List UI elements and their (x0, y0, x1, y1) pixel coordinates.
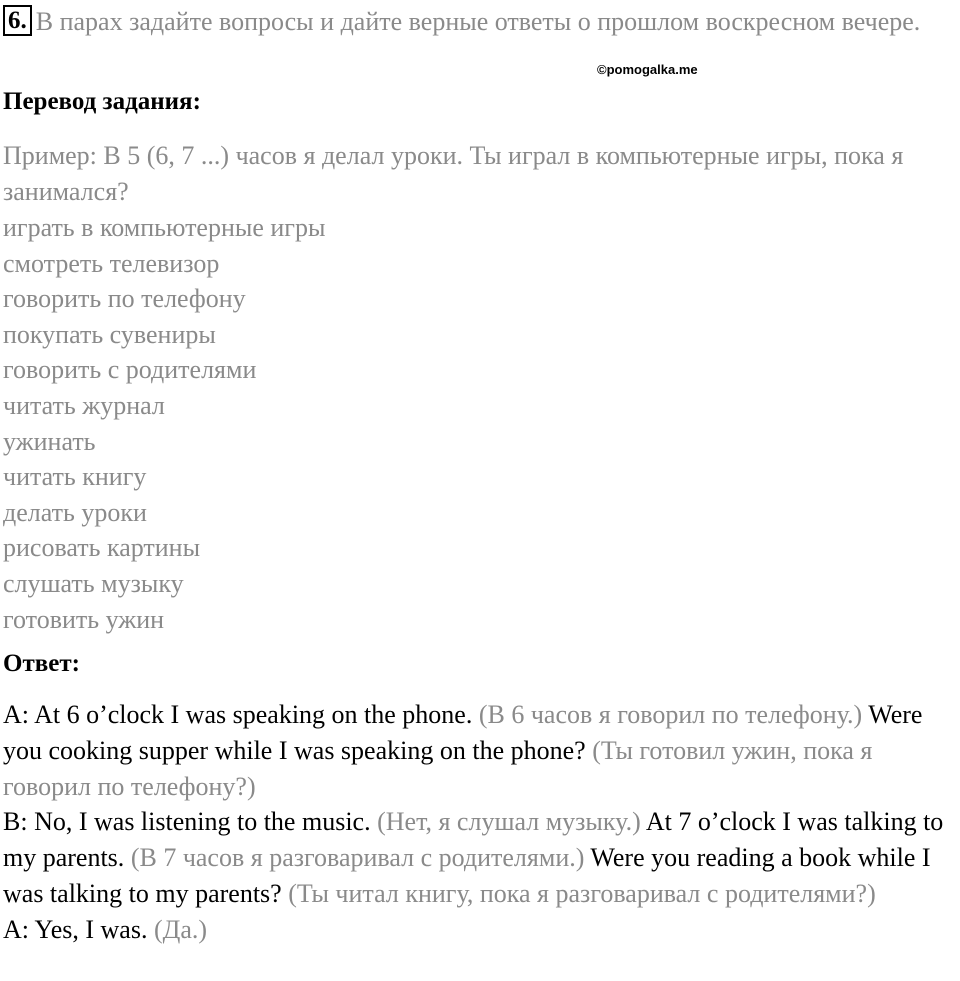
translation-example: Пример: В 5 (6, 7 ...) часов я делал уроки. Ты играл в компьютерные игры, пока я занимался? (3, 141, 904, 206)
answer-translation: (Нет, я слушал музыку.) (377, 807, 641, 837)
activity-list (3, 210, 953, 637)
list-item: говорить по телефону (3, 284, 246, 314)
list-item: читать журнал (3, 390, 165, 420)
list-item: ужинать (3, 426, 96, 456)
task-text: В парах задайте вопросы и дайте верные ответы о прошлом воскресном вечере. (35, 7, 921, 36)
answer-paragraph-1 (3, 697, 955, 804)
answer-heading: Ответ: (3, 650, 80, 677)
answer-translation: (Ты готовил ужин, пока я говорил по телефону?) (3, 735, 873, 801)
answer-sentence: At 7 o’clock I was talking to my parents. (3, 807, 944, 873)
list-item: смотреть телевизор (3, 248, 220, 278)
answer-sentence: B: No, I was listening to the music. (3, 807, 371, 837)
answer-translation: (В 7 часов я разговаривал с родителями.) (130, 843, 585, 873)
answer-sentence: Were you cooking supper while I was speaking on the phone? (3, 700, 923, 765)
translation-block (3, 138, 953, 637)
list-item: рисовать картины (3, 533, 201, 563)
list-item: читать книгу (3, 462, 147, 492)
list-item: говорить с родителями (3, 355, 257, 385)
list-item: играть в компьютерные игры (3, 213, 326, 242)
translation-heading: Перевод задания: (3, 88, 201, 115)
answer-paragraph-2 (3, 804, 955, 911)
list-item: готовить ужин (3, 604, 165, 634)
answer-sentence: Were you reading a book while I was talking to my parents? (3, 843, 931, 908)
list-item: слушать музыку (3, 568, 184, 598)
task-number: 6. (3, 5, 32, 36)
answer-translation: (Ты читал книгу, пока я разговаривал с родителями?) (288, 878, 876, 908)
answer-sentence: A: Yes, I was. (3, 914, 148, 944)
answer-translation: (В 6 часов я говорил по телефону.) (478, 700, 863, 729)
list-item: делать уроки (3, 497, 147, 527)
list-item: покупать сувениры (3, 319, 216, 349)
task-statement (3, 3, 953, 41)
watermark: ©pomogalka.me (597, 62, 698, 77)
answer-sentence: A: At 6 o’clock I was speaking on the phone. (3, 700, 473, 729)
answer-translation: (Да.) (153, 914, 208, 944)
answer-paragraph-3 (3, 912, 955, 948)
answer-block (3, 697, 955, 948)
